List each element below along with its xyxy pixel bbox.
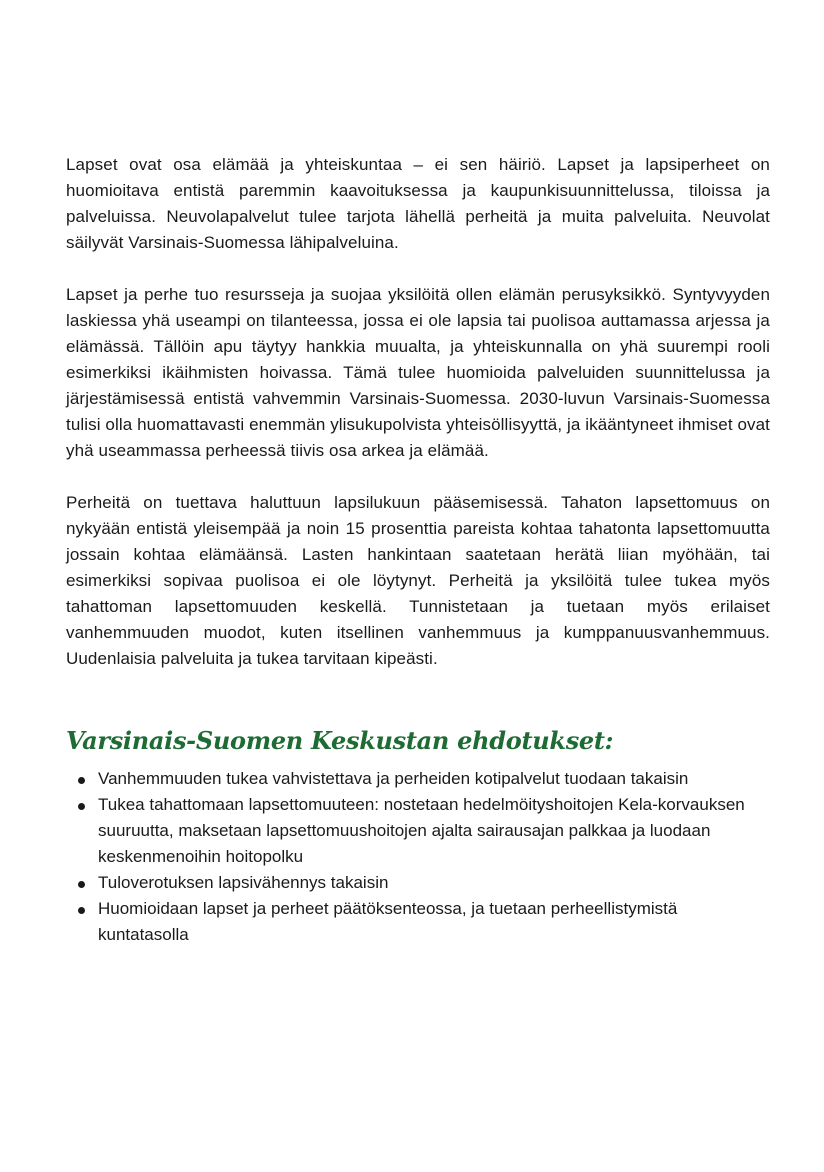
list-item <box>66 870 770 896</box>
list-item-text: Tukea tahattomaan lapsettomuuteen: nostetaan hedelmöityshoitojen Kela-korvauksen suuruutta, maksetaan lapsettomuushoitojen ajalta sairausajan palkkaa ja luodaan keskenmenoihin hoitopolku <box>98 795 745 866</box>
proposals-heading: Varsinais-Suomen Keskustan ehdotukset: <box>66 726 614 755</box>
list-item-text: Vanhemmuuden tukea vahvistettava ja perheiden kotipalvelut tuodaan takaisin <box>98 769 689 788</box>
list-item <box>66 896 770 948</box>
paragraph-family-resources: Lapset ja perhe tuo resursseja ja suojaa yksilöitä ollen elämän perusyksikkö. Syntyvyyden laskiessa yhä useampi on tilanteessa, jossa ei ole lapsia tai puolisoa auttamassa arjessa ja elämässä. Tällöin apu täytyy hankkia muualta, ja yhteiskunnalla on yhä suurempi rooli esimerkiksi ikäihmisten hoivassa. Tämä tulee huomioida palveluiden suunnittelussa ja järjestämisessä entistä vahvemmin Varsinais-Suomessa. 2030-luvun Varsinais-Suomessa tulisi olla huomattavasti enemmän ylisukupolvista yhteisöllisyyttä, ja ikääntyneet ihmiset ovat yhä useammassa perheessä tiivis osa arkea ja elämää. <box>66 285 770 460</box>
list-item <box>66 766 770 792</box>
paragraph-children-part-of-life: Lapset ovat osa elämää ja yhteiskuntaa – ei sen häiriö. Lapset ja lapsiperheet on huomioitava entistä paremmin kaavoituksessa ja kaupunkisuunnittelussa, tiloissa ja palveluissa. Neuvolapalvelut tulee tarjota lähellä perheitä ja muita palveluita. Neuvolat säilyvät Varsinais-Suomessa lähipalveluina. <box>66 155 770 252</box>
document-page <box>66 152 770 948</box>
bullet-icon <box>78 881 85 888</box>
list-item-text: Huomioidaan lapset ja perheet päätöksenteossa, ja tuetaan perheellistymistä kuntatasolla <box>98 899 678 944</box>
bullet-icon <box>78 907 85 914</box>
bullet-icon <box>78 777 85 784</box>
proposals-list <box>66 766 770 948</box>
bullet-icon <box>78 803 85 810</box>
paragraph-infertility-support: Perheitä on tuettava haluttuun lapsilukuun pääsemisessä. Tahaton lapsettomuus on nykyään entistä yleisempää ja noin 15 prosenttia pareista kohtaa tahatonta lapsettomuutta jossain kohtaa elämäänsä. Lasten hankintaan saatetaan herätä liian myöhään, tai esimerkiksi sopivaa puolisoa ei ole löytynyt. Perheitä ja yksilöitä tulee tukea myös tahattoman lapsettomuuden keskellä. Tunnistetaan ja tuetaan myös erilaiset vanhemmuuden muodot, kuten itsellinen vanhemmuus ja kumppanuusvanhemmuus. Uudenlaisia palveluita ja tukea tarvitaan kipeästi. <box>66 493 770 668</box>
list-item-text: Tuloverotuksen lapsivähennys takaisin <box>98 873 389 892</box>
list-item <box>66 792 770 870</box>
